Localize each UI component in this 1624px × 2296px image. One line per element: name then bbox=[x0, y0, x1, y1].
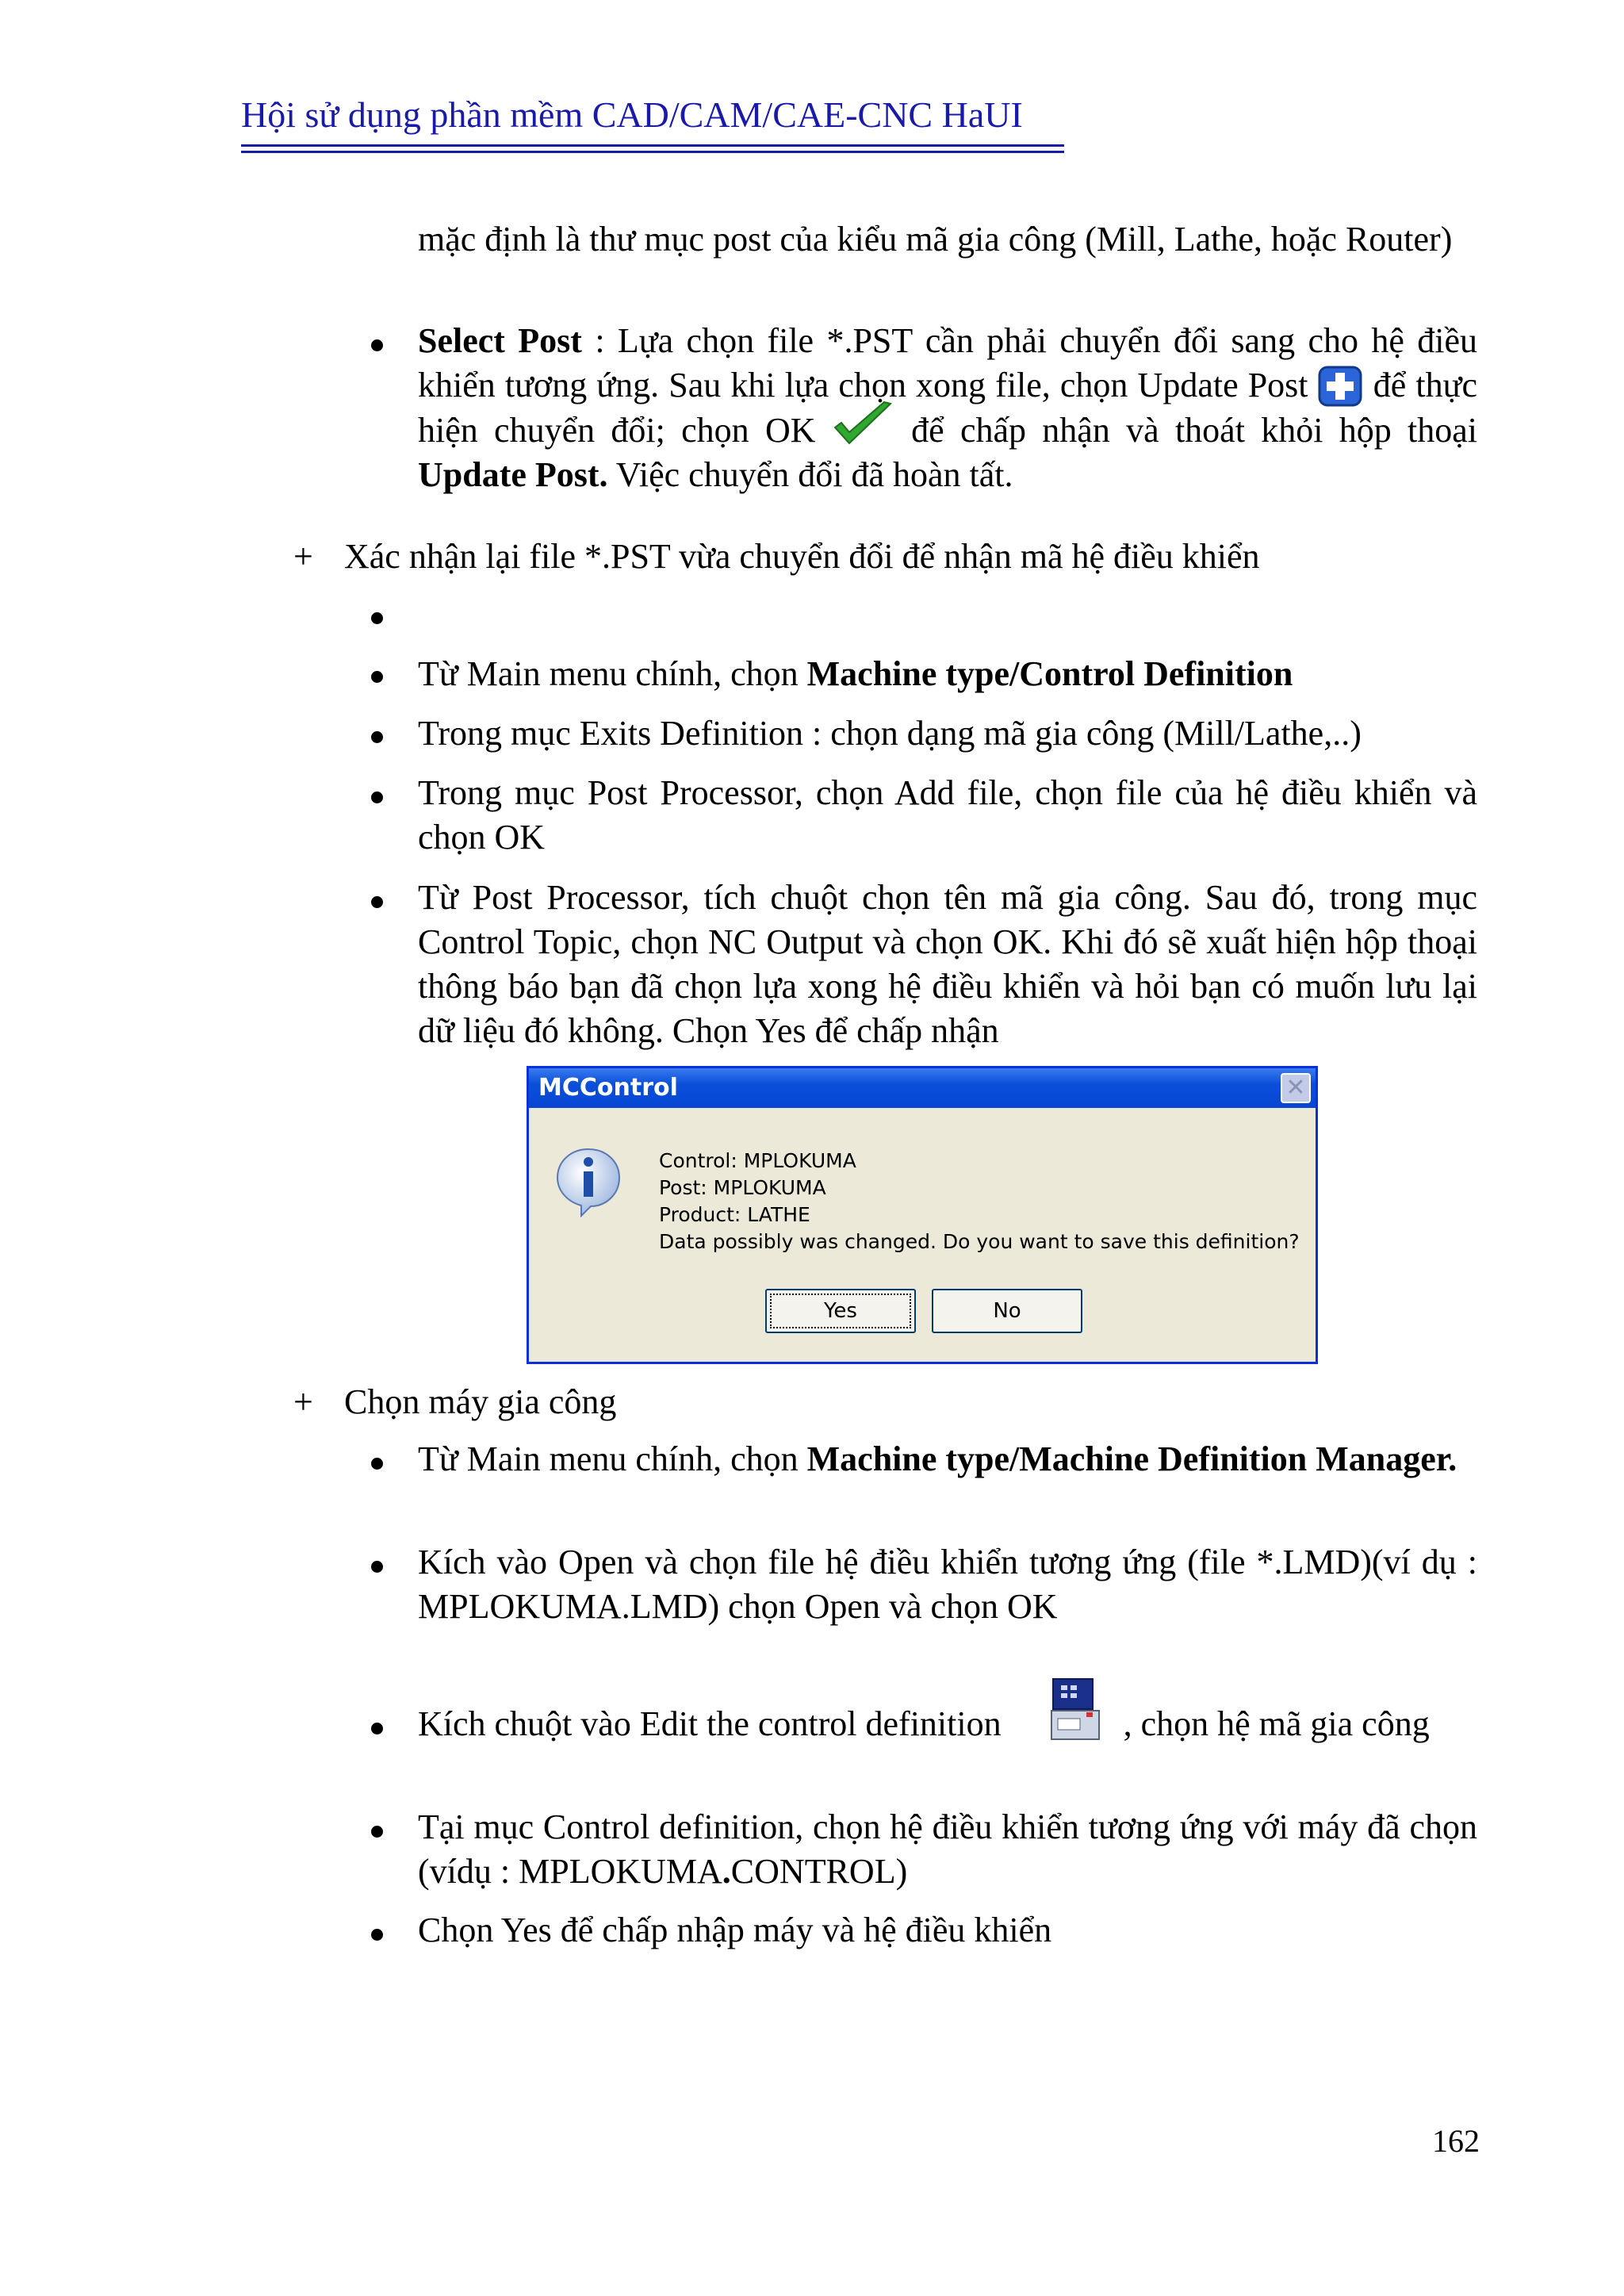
ok-checkmark-icon bbox=[832, 401, 895, 450]
text-segment: , chọn hệ mã gia công bbox=[1114, 1704, 1430, 1743]
section2-item bbox=[418, 1805, 1477, 1894]
update-post-label: Update Post. bbox=[418, 454, 608, 494]
dialog-line: Post: MPLOKUMA bbox=[659, 1176, 826, 1199]
dialog-line: Product: LATHE bbox=[659, 1203, 810, 1226]
section2-heading: Chọn máy gia công bbox=[344, 1382, 617, 1421]
section2-item: Chọn Yes để chấp nhập máy và hệ điều khiển bbox=[418, 1911, 1052, 1949]
yes-button[interactable]: Yes bbox=[765, 1289, 916, 1333]
section1-item: Trong mục Post Processor, chọn Add file, chọn file của hệ điều khiển và chọn OK bbox=[418, 773, 1477, 857]
menu-path: Machine type/Control Definition bbox=[806, 654, 1293, 693]
bullet bbox=[371, 671, 383, 683]
header-rule bbox=[241, 144, 1064, 147]
text-segment: : Lựa chọn file *.PST cần phải chuyển đổi sang cho hệ điều khiển tương ứng. Sau khi lựa chọn xong file, chọn Update Post bbox=[418, 321, 1477, 404]
plus-marker: + bbox=[293, 1382, 313, 1421]
text-segment: Tại mục Control definition, chọn hệ điều khiển tương ứng với máy đã chọn (vídụ : MPLOKUMA bbox=[418, 1807, 1477, 1891]
bullet bbox=[371, 1458, 383, 1470]
bullet bbox=[371, 1929, 383, 1941]
dialog-titlebar bbox=[529, 1068, 1316, 1108]
close-icon: ✕ bbox=[1285, 1074, 1306, 1102]
text-segment: để thực hiện chuyển đổi; chọn OK bbox=[418, 366, 1477, 450]
text-bold: . bbox=[722, 1852, 731, 1891]
section2-item bbox=[418, 1437, 1477, 1481]
page-header: Hội sử dụng phần mềm CAD/CAM/CAE-CNC HaUI bbox=[241, 94, 1023, 135]
plus-marker: + bbox=[293, 537, 313, 576]
section2-item: Kích vào Open và chọn file hệ điều khiển tương ứng (file *.LMD)(ví dụ : MPLOKUMA.LMD) chọn Open và chọn OK bbox=[418, 1543, 1477, 1626]
text-segment: CONTROL) bbox=[730, 1852, 908, 1891]
update-post-icon bbox=[1318, 366, 1364, 408]
close-button[interactable] bbox=[1281, 1073, 1311, 1103]
text-segment: để chấp nhận và thoát khỏi hộp thoại bbox=[894, 410, 1478, 450]
bullet bbox=[371, 731, 383, 743]
info-icon bbox=[554, 1146, 622, 1221]
section2-item bbox=[418, 1702, 1477, 1746]
section1-item: Trong mục Exits Definition : chọn dạng mã gia công (Mill/Lathe,..) bbox=[418, 714, 1362, 753]
bullet-empty bbox=[371, 612, 383, 624]
dialog-message bbox=[659, 1148, 1300, 1255]
bullet bbox=[371, 339, 383, 351]
select-post-paragraph bbox=[418, 319, 1477, 497]
bullet bbox=[371, 1561, 383, 1573]
text-segment: Từ Main menu chính, chọn bbox=[418, 654, 807, 693]
dialog-line: Control: MPLOKUMA bbox=[659, 1149, 856, 1172]
dialog-title: MCControl bbox=[538, 1074, 678, 1102]
text-segment: Việc chuyển đổi đã hoàn tất. bbox=[607, 454, 1013, 494]
page-number: 162 bbox=[1432, 2123, 1480, 2159]
intro-paragraph: mặc định là thư mục post của kiểu mã gia công (Mill, Lathe, hoặc Router) bbox=[418, 220, 1453, 259]
header-rule bbox=[241, 151, 1064, 153]
mccontrol-dialog bbox=[527, 1066, 1318, 1364]
bullet bbox=[371, 1826, 383, 1838]
no-button[interactable]: No bbox=[932, 1289, 1082, 1333]
bullet bbox=[371, 792, 383, 803]
dialog-line: Data possibly was changed. Do you want to save this definition? bbox=[659, 1230, 1300, 1253]
text-segment: Từ Main menu chính, chọn bbox=[418, 1439, 807, 1478]
menu-path: Machine type/Machine Definition Manager. bbox=[806, 1439, 1457, 1478]
select-post-label: Select Post bbox=[418, 321, 582, 360]
edit-control-definition-icon bbox=[1048, 1676, 1104, 1742]
section1-item: Từ Post Processor, tích chuột chọn tên mã gia công. Sau đó, trong mục Control Topic, chọn NC Output và chọn OK. Khi đó sẽ xuất hiện hộp thoại thông báo bạn đã chọn lựa xong hệ điều khiển và hỏi bạn có muốn lưu lại dữ liệu đó không. Chọn Yes để chấp nhận bbox=[418, 878, 1477, 1050]
text-segment: Kích chuột vào Edit the control definition bbox=[418, 1704, 1010, 1743]
section1-item bbox=[418, 652, 1477, 696]
section1-heading: Xác nhận lại file *.PST vừa chuyển đổi để nhận mã hệ điều khiển bbox=[344, 537, 1260, 576]
bullet bbox=[371, 896, 383, 908]
bullet bbox=[371, 1723, 383, 1734]
